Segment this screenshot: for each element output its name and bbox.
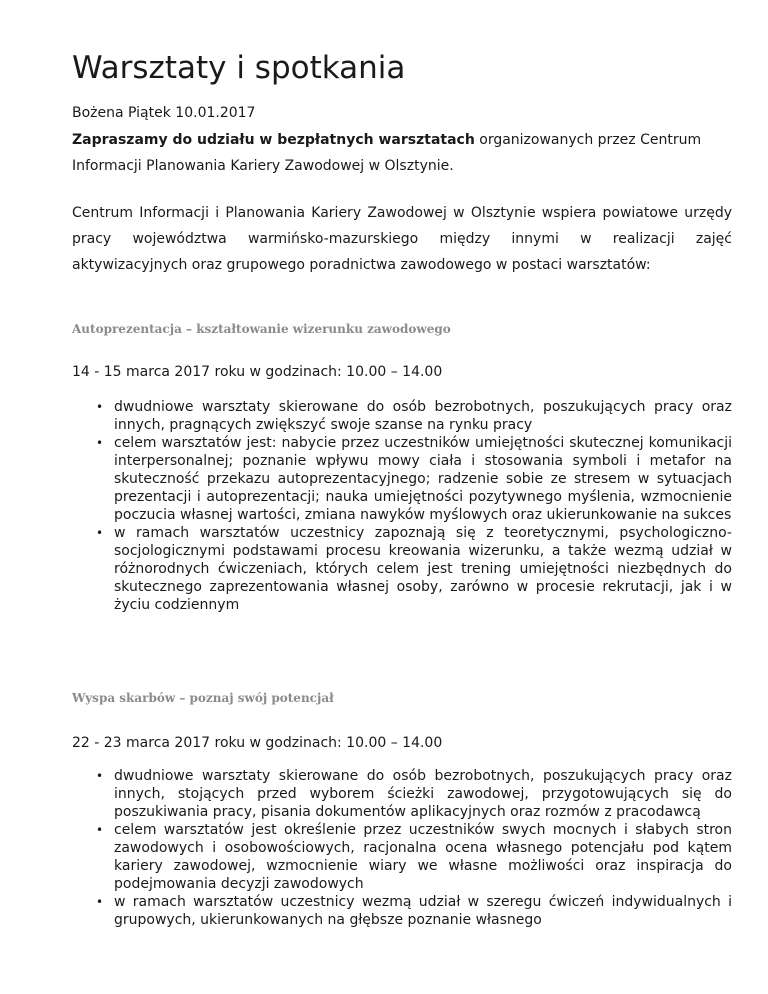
section-dates-autoprezentacja: 14 - 15 marca 2017 roku w godzinach: 10.00 – 14.00 (72, 364, 443, 380)
page-title: Warsztaty i spotkania (72, 50, 406, 86)
list-item (94, 524, 732, 614)
list-item-text: w ramach warsztatów uczestnicy wezmą udział w szeregu ćwiczeń indywidualnych i grupowych, ukierunkowanych na głębsze poznanie własnego (114, 894, 732, 928)
list-item (94, 398, 732, 434)
author-date: Bożena Piątek 10.01.2017 (72, 105, 256, 121)
intro-bold-text: Zapraszamy do udziału w bezpłatnych warsztatach (72, 132, 475, 148)
section-heading-autoprezentacja: Autoprezentacja – kształtowanie wizerunku zawodowego (72, 322, 451, 336)
section-dates-wyspa-skarbow: 22 - 23 marca 2017 roku w godzinach: 10.00 – 14.00 (72, 735, 443, 751)
list-item-text: dwudniowe warsztaty skierowane do osób bezrobotnych, poszukujących pracy oraz innych, pragnących zwiększyć swoje szanse na rynku pracy (114, 399, 732, 433)
bullet-icon: • (96, 400, 104, 414)
intro-rest-text: organizowanych przez Centrum Informacji Planowania Kariery Zawodowej w Olsztynie. (72, 132, 702, 174)
list-item-text: celem warsztatów jest: nabycie przez uczestników umiejętności skutecznej komunikacji interpersonalnej; poznanie wpływu mowy ciała i stosowania symboli i metafor na skuteczność przekazu autoprezentacyjnego; radzenie sobie ze stresem w sytuacjach prezentacji i autoprezentacji; nauka umiejętności pozytywnego myślenia, wzmocnienie poczucia własnej wartości, zmiana nawyków myślowych oraz ukierunkowanie na sukces (114, 435, 732, 523)
list-item-text: dwudniowe warsztaty skierowane do osób bezrobotnych, poszukujących pracy oraz innych, stojących przed wyborem ścieżki zawodowej, przygotowujących się do poszukiwania pracy, pisania dokumentów aplikacyjnych oraz rozmów z pracodawcą (114, 768, 732, 820)
bullet-icon: • (96, 823, 104, 837)
list-item-text: w ramach warsztatów uczestnicy zapoznają się z teoretycznymi, psychologiczno-socjologicznymi podstawami procesu kreowania wizerunku, a także wezmą udział w różnorodnych ćwiczeniach, których celem jest trening umiejętności niezbędnych do skutecznego zaprezentowania własnej osoby, zarówno w procesie rekrutacji, jak i w życiu codziennym (114, 525, 732, 613)
section-heading-wyspa-skarbow: Wyspa skarbów – poznaj swój potencjał (72, 691, 334, 705)
bullet-icon: • (96, 526, 104, 540)
bullet-list-wyspa-skarbow (94, 767, 732, 929)
bullet-icon: • (96, 895, 104, 909)
list-item (94, 821, 732, 893)
bullet-icon: • (96, 436, 104, 450)
bullet-list-autoprezentacja (94, 398, 732, 614)
list-item (94, 434, 732, 524)
list-item-text: celem warsztatów jest określenie przez uczestników swych mocnych i słabych stron zawodowych i osobowościowych, racjonalna ocena własnego potencjału pod kątem kariery zawodowej, wzmocnienie wiary we własne możliwości oraz inspiracja do podejmowania decyzji zawodowych (114, 822, 732, 892)
bullet-icon: • (96, 769, 104, 783)
list-item (94, 767, 732, 821)
description-paragraph: Centrum Informacji i Planowania Kariery Zawodowej w Olsztynie wspiera powiatowe urzędy pracy województwa warmińsko-mazurskiego między innymi w realizacji zajęć aktywizacyjnych oraz grupowego poradnictwa zawodowego w postaci warsztatów: (72, 205, 732, 273)
list-item (94, 893, 732, 929)
intro-paragraph (72, 127, 732, 179)
